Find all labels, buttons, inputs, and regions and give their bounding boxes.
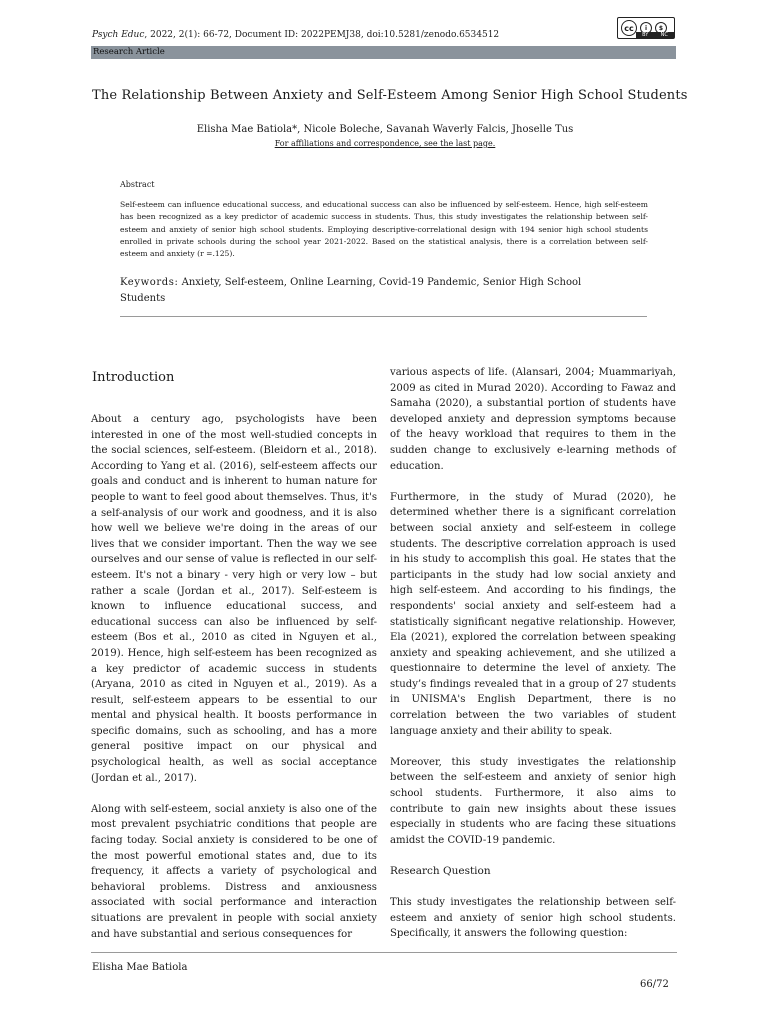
paragraph: Furthermore, in the study of Murad (2020), he determined whether there is a significant correlation between social anxiety and self-esteem in college students. The descriptive correlation approach is used in his study to accomplish this goal. He states that the participants in the study had low social anxiety and high self-esteem. And according to his findings, the respondents' social anxiety and self-esteem had a statistically significant negative relationship. However, Ela (2021), explored the correlation between speaking anxiety and speaking achievement, and she utilized a questionnaire to determine the level of anxiety. The study’s findings revealed that in a group of 27 students in UNISMA's English Department, there is no correlation between the two variables of student language anxiety and their ability to speak. [390,491,676,737]
right-column [390,365,676,958]
footer-divider [91,952,677,953]
paragraph: This study investigates the relationship between self-esteem and anxiety of senior high school students. Specifically, it answers the following question: [390,897,676,940]
paragraph: Moreover, this study investigates the relationship between the self-esteem and anxiety of senior high school students. Furthermore, it also aims to contribute to gain new insights about these issues especially in students who are facing these situations amidst the COVID-19 pandemic. [390,756,676,846]
keywords-text: Anxiety, Self-esteem, Online Learning, Covid-19 Pandemic, Senior High School Students [120,277,582,304]
section-heading-research-question: Research Question [390,865,491,877]
author-list: Elisha Mae Batiola*, Nicole Boleche, Savanah Waverly Falcis, Jhoselle Tus [196,124,574,135]
citation-details: , 2022, 2(1): 66-72, Document ID: 2022PEMJ38, doi:10.5281/zenodo.6534512 [144,30,500,40]
keywords [120,275,625,306]
license-strip [636,32,674,38]
noncommercial-icon: $ [655,22,667,34]
citation-line [92,30,499,40]
abstract-divider [120,316,647,317]
keywords-label: Keywords: [120,277,179,288]
cc-license-badge[interactable] [617,17,675,39]
section-heading-introduction: Introduction [92,370,175,385]
journal-name: Psych Educ [92,30,145,40]
abstract-text: Self-esteem can influence educational success, and educational success can also be influenced by self-esteem. Hence, high self-esteem has been recognized as a key predictor of academic success in students. Thus, this study investigates the relationship between self-esteem and anxiety of senior high school students. Employing descriptive-correlational design with 194 senior high school students enrolled in private schools during the school year 2021-2022. Based on the statistical analysis, there is a correlation between self-esteem and anxiety (r =.125). [120,200,648,259]
article-type-bar: Research Article [91,46,676,59]
page-number: 66/72 [640,979,669,990]
paragraph: About a century ago, psychologists have been interested in one of the most well-studied concepts in the social sciences, self-esteem. (Bleidorn et al., 2018). According to Yang et al. (2016), self-esteem affects our goals and conduct and is inherent to human nature for people to want to feel good about themselves. Thus, it's a self-analysis of our work and goodness, and it is also how well we believe we're doing in the areas of our lives that we consider important. Then the way we see ourselves and our sense of value is reflected in our self-esteem. It's not a binary - very high or very low – but rather a scale (Jordan et al., 2017). Self-esteem is known to influence educational success, and educational success can also be influenced by self-esteem (Bos et al., 2010 as cited in Nguyen et al., 2019). Hence, high self-esteem has been recognized as a key predictor of academic success in students (Aryana, 2010 as cited in Nguyen et al., 2019). As a result, self-esteem appears to be essential to our mental and physical health. It boosts performance in specific domains, such as schooling, and has a more general positive impact on our physical and psychological health, as well as social acceptance (Jordan et al., 2017). [91,414,377,784]
cc-icon: cc [621,20,637,36]
license-by-label: BY [642,32,649,38]
license-nc-label: NC [660,32,668,38]
paper-title: The Relationship Between Anxiety and Self-Esteem Among Senior High School Students [92,88,688,103]
left-column [91,412,377,958]
affiliation-link[interactable]: For affiliations and correspondence, see the last page. [274,139,496,148]
paragraph: Along with self-esteem, social anxiety is also one of the most prevalent psychiatric conditions that people are facing today. Social anxiety is considered to be one of the most powerful emotional states and, due to its frequency, it affects a variety of psychological and behavioral problems. Distress and anxiousness associated with social performance and interaction situations are prevalent in people with social anxiety and have substantial and serious consequences for [91,803,377,940]
footer-author: Elisha Mae Batiola [92,962,188,973]
paragraph: various aspects of life. (Alansari, 2004; Muammariyah, 2009 as cited in Murad 2020). According to Fawaz and Samaha (2020), a substantial portion of students have developed anxiety and depression symptoms because of the heavy workload that requires to them in the sudden change to exclusively e-learning methods of education. [390,367,676,472]
abstract-heading: Abstract [120,180,155,189]
attribution-icon: i [640,22,652,34]
